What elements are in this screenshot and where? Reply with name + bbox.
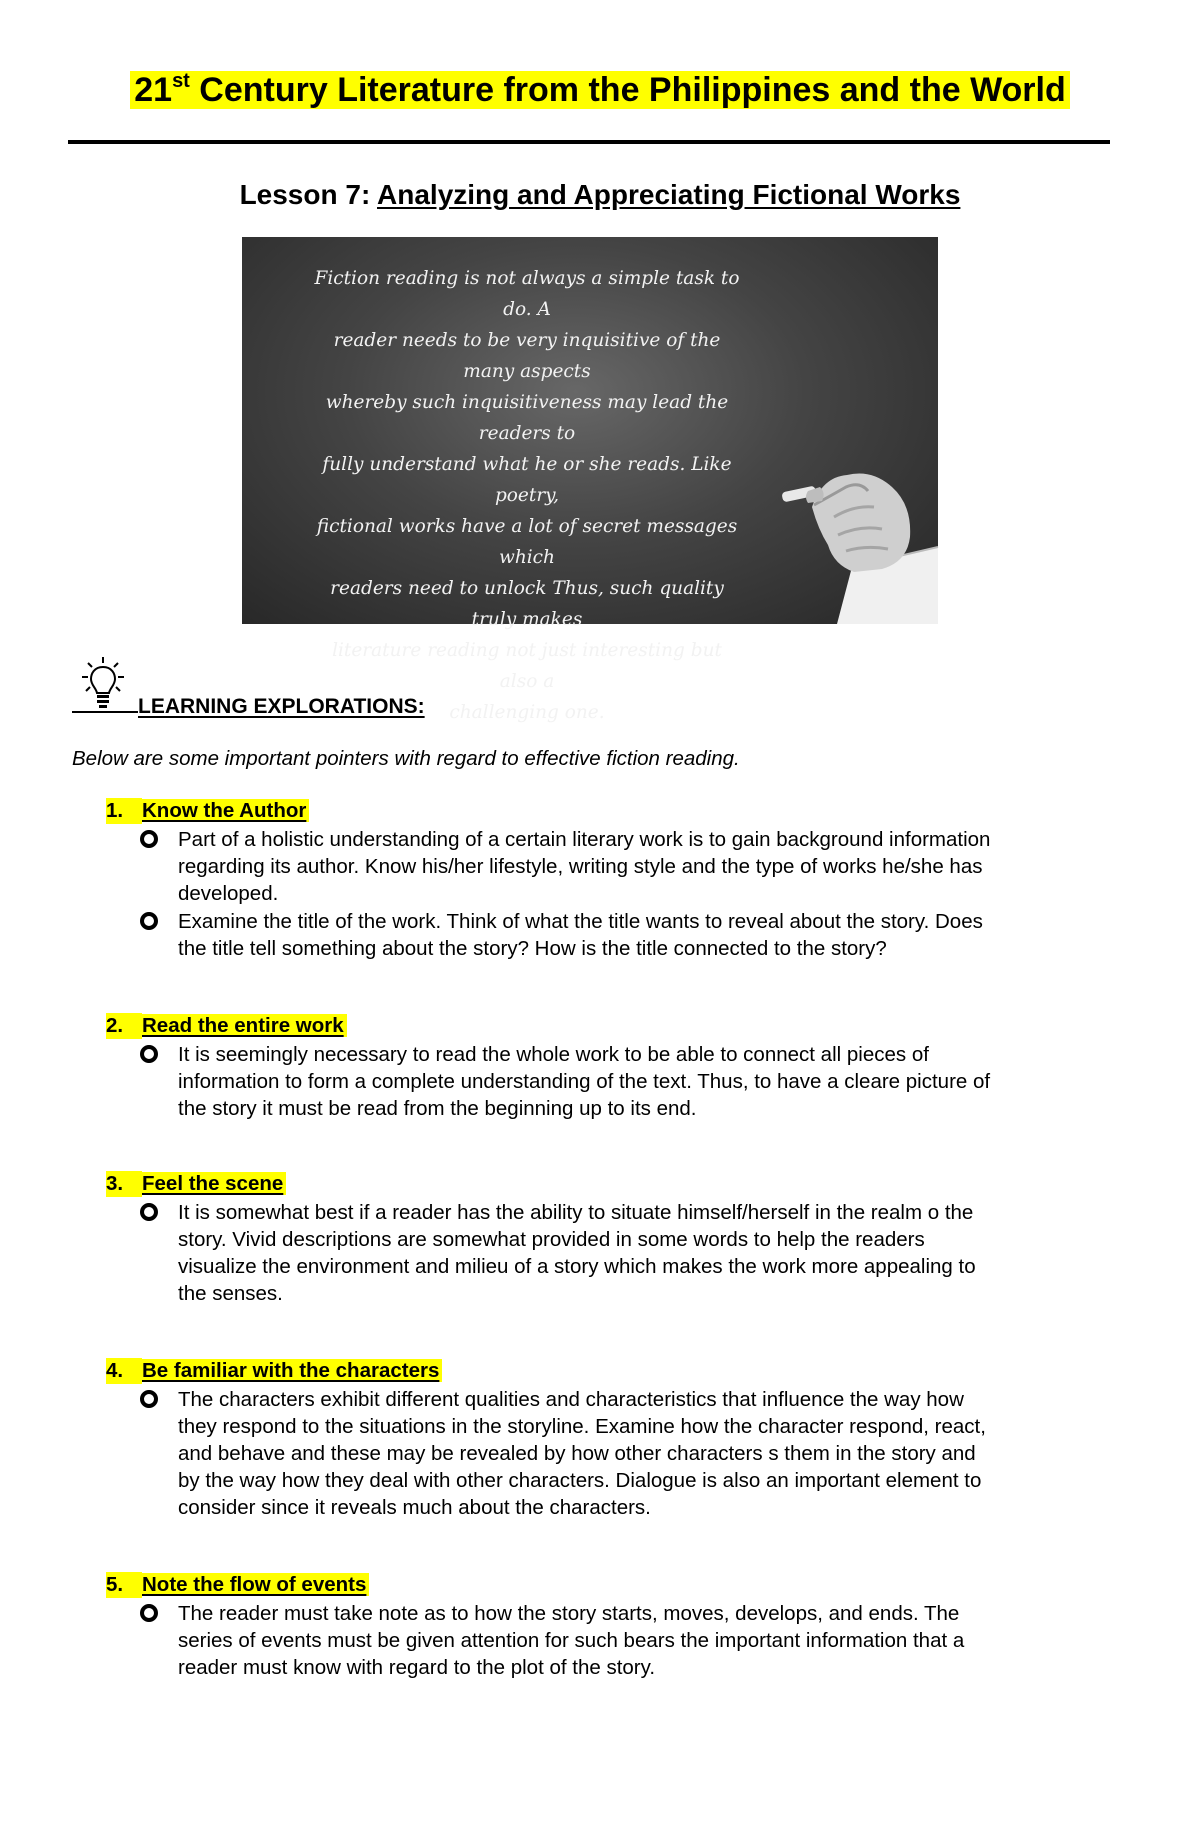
title-text: Century Literature from the Philippines and the World xyxy=(189,71,1066,109)
bullet-text xyxy=(178,826,1150,907)
bullet-line: reader must know with regard to the plot of the story. xyxy=(178,1656,656,1679)
chalkboard-text xyxy=(312,263,742,728)
bullet-line: consider since it reveals much about the characters. xyxy=(178,1496,651,1519)
bullet-circle-icon xyxy=(140,1604,158,1622)
bullet-line: developed. xyxy=(178,882,279,905)
bullet-text xyxy=(178,1600,1150,1681)
bullet-text xyxy=(178,1386,1150,1521)
lesson-heading xyxy=(0,177,1200,213)
bullet-text xyxy=(178,908,1150,962)
bullet-line: visualize the environment and milieu of a story which makes the work more appealing to xyxy=(178,1255,976,1278)
title-highlight xyxy=(130,71,1070,109)
bullet-circle-icon xyxy=(140,1045,158,1063)
bullet-text xyxy=(178,1041,1150,1122)
bullet-line: story. Vivid descriptions are somewhat provided in some words to help the readers xyxy=(178,1228,925,1251)
section-label: Be familiar with the characters xyxy=(142,1359,442,1382)
section-number: 4. xyxy=(106,1358,142,1384)
chalkboard-line: literature reading not just interesting but also a xyxy=(332,640,722,692)
section-label: Note the flow of events xyxy=(142,1573,369,1596)
section-heading xyxy=(106,1358,442,1384)
section-heading xyxy=(106,1013,347,1039)
explorations-intro: Below are some important pointers with regard to effective fiction reading. xyxy=(72,747,740,770)
lightbulb-icon xyxy=(80,655,126,711)
section-label: Read the entire work xyxy=(142,1014,347,1037)
section-heading xyxy=(106,798,309,824)
section-number: 1. xyxy=(106,798,142,824)
section-number: 2. xyxy=(106,1013,142,1039)
title-number: 21 xyxy=(134,71,173,109)
bullet-line: Examine the title of the work. Think of what the title wants to reveal about the story. Does xyxy=(178,910,983,933)
bullet-line: It is seemingly necessary to read the whole work to be able to connect all pieces of xyxy=(178,1043,929,1066)
document-title xyxy=(0,68,1200,112)
chalkboard-line: readers need to unlock Thus, such quality truly makes xyxy=(330,578,724,630)
section-heading xyxy=(106,1171,286,1197)
bullet-circle-icon xyxy=(140,912,158,930)
bullet-circle-icon xyxy=(140,1390,158,1408)
bullet-line: the title tell something about the story? How is the title connected to the story? xyxy=(178,937,887,960)
section-label: Know the Author xyxy=(142,799,309,822)
chalkboard-line: whereby such inquisitiveness may lead the readers to xyxy=(325,392,729,444)
hand-with-chalk-icon xyxy=(742,447,938,624)
bullet-text xyxy=(178,1199,1150,1307)
header-divider xyxy=(68,140,1110,144)
section-label: Feel the scene xyxy=(142,1172,286,1195)
chalkboard-line: fully understand what he or she reads. Like poetry, xyxy=(322,454,732,506)
bullet-line: The reader must take note as to how the story starts, moves, develops, and ends. The xyxy=(178,1602,960,1625)
bullet-line: and behave and these may be revealed by how other characters s them in the story and xyxy=(178,1442,976,1465)
bullet-line: they respond to the situations in the storyline. Examine how the character respond, react, xyxy=(178,1415,986,1438)
bullet-line: series of events must be given attention for such bears the important information that a xyxy=(178,1629,965,1652)
bullet-line: It is somewhat best if a reader has the ability to situate himself/herself in the realm o the xyxy=(178,1201,974,1224)
chalkboard-line: Fiction reading is not always a simple task to do. A xyxy=(314,268,740,320)
bullet-line: information to form a complete understanding of the text. Thus, to have a cleare picture of xyxy=(178,1070,991,1093)
chalkboard-line: reader needs to be very inquisitive of the many aspects xyxy=(333,330,721,382)
bullet-line: regarding its author. Know his/her lifestyle, writing style and the type of works he/she has xyxy=(178,855,983,878)
bullet-line: Part of a holistic understanding of a certain literary work is to gain background information xyxy=(178,828,991,851)
bullet-line: The characters exhibit different qualities and characteristics that influence the way how xyxy=(178,1388,964,1411)
chalkboard-line: challenging one. xyxy=(449,702,605,723)
bullet-circle-icon xyxy=(140,830,158,848)
bullet-line: by the way how they deal with other characters. Dialogue is also an important element to xyxy=(178,1469,982,1492)
chalkboard-line: fictional works have a lot of secret messages which xyxy=(316,516,738,568)
explorations-title: LEARNING EXPLORATIONS: xyxy=(138,695,425,718)
section-number: 5. xyxy=(106,1572,142,1598)
bullet-circle-icon xyxy=(140,1203,158,1221)
bullet-line: the senses. xyxy=(178,1282,283,1305)
bullet-line: the story it must be read from the beginning up to its end. xyxy=(178,1097,697,1120)
title-superscript: st xyxy=(172,69,190,92)
lesson-title: Analyzing and Appreciating Fictional Works xyxy=(377,179,961,210)
section-number: 3. xyxy=(106,1171,142,1197)
lesson-prefix: Lesson 7: xyxy=(239,179,378,210)
section-heading xyxy=(106,1572,369,1598)
explorations-rule xyxy=(72,711,138,713)
